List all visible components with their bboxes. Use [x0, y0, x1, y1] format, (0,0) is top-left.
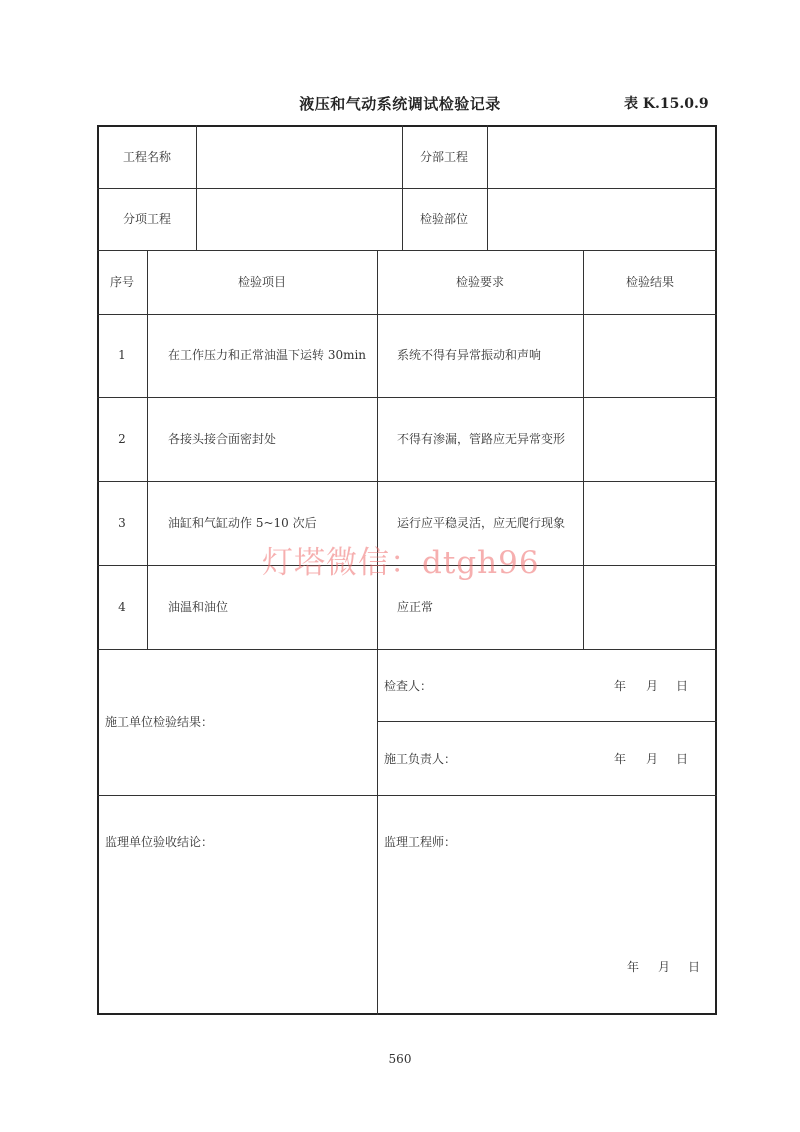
table-number: 表 K.15.0.9: [624, 96, 709, 112]
row-number: 2: [118, 432, 126, 446]
row-divider: [377, 721, 717, 722]
manager-date-year: 年: [614, 752, 627, 766]
supervision-date-year: 年: [627, 960, 640, 974]
row-divider: [97, 188, 717, 189]
watermark-text: 灯塔微信：dtgh96: [262, 545, 540, 581]
inspection-part-label: 检验部位: [419, 212, 469, 226]
column-divider: [583, 250, 584, 649]
column-divider: [196, 125, 197, 250]
supervising-engineer-label: 监理工程师：: [384, 835, 457, 849]
row-divider: [97, 795, 717, 796]
division-label: 分部工程: [419, 150, 469, 164]
row-number: 3: [118, 516, 126, 530]
supervision-date-day: 日: [688, 960, 701, 974]
supervision-date-month: 月: [658, 960, 671, 974]
column-divider: [147, 250, 148, 649]
row-divider: [97, 250, 717, 251]
column-header-no: 序号: [109, 275, 135, 289]
project-name-value[interactable]: [204, 132, 394, 182]
row-divider: [97, 314, 717, 315]
supervision-conclusion-label: 监理单位验收结论：: [105, 835, 214, 849]
column-header-item: 检验项目: [237, 275, 287, 289]
manager-date-month: 月: [646, 752, 659, 766]
column-divider: [487, 125, 488, 250]
inspector-date-day: 日: [676, 679, 689, 693]
row-divider: [97, 481, 717, 482]
inspection-item: 在工作压力和正常油温下运转 30min: [168, 348, 367, 362]
inspection-item: 油温和油位: [168, 600, 229, 614]
subitem-label: 分项工程: [122, 212, 172, 226]
column-header-requirement: 检验要求: [455, 275, 505, 289]
manager-date-day: 日: [676, 752, 689, 766]
inspector-label: 检查人：: [384, 679, 433, 693]
project-name-label: 工程名称: [122, 150, 172, 164]
row-number: 1: [118, 348, 126, 362]
row-number: 4: [118, 600, 126, 614]
construction-result-label: 施工单位检验结果：: [105, 715, 214, 729]
inspection-requirement: 应正常: [397, 600, 434, 614]
inspector-date-month: 月: [646, 679, 659, 693]
column-divider: [377, 250, 378, 1015]
inspection-requirement: 系统不得有异常振动和声响: [397, 348, 542, 362]
construction-manager-label: 施工负责人：: [384, 752, 457, 766]
page-number: 560: [388, 1052, 412, 1066]
column-header-result: 检验结果: [625, 275, 675, 289]
column-divider: [402, 125, 403, 250]
inspector-date-year: 年: [614, 679, 627, 693]
row-divider: [97, 649, 717, 650]
inspection-requirement: 不得有渗漏，管路应无异常变形: [397, 432, 566, 446]
document-title: 液压和气动系统调试检验记录: [299, 95, 501, 113]
inspection-item: 油缸和气缸动作 5~10 次后: [168, 516, 317, 530]
inspection-requirement: 运行应平稳灵活，应无爬行现象: [397, 516, 566, 530]
inspection-item: 各接头接合面密封处: [168, 432, 277, 446]
row-divider: [97, 397, 717, 398]
